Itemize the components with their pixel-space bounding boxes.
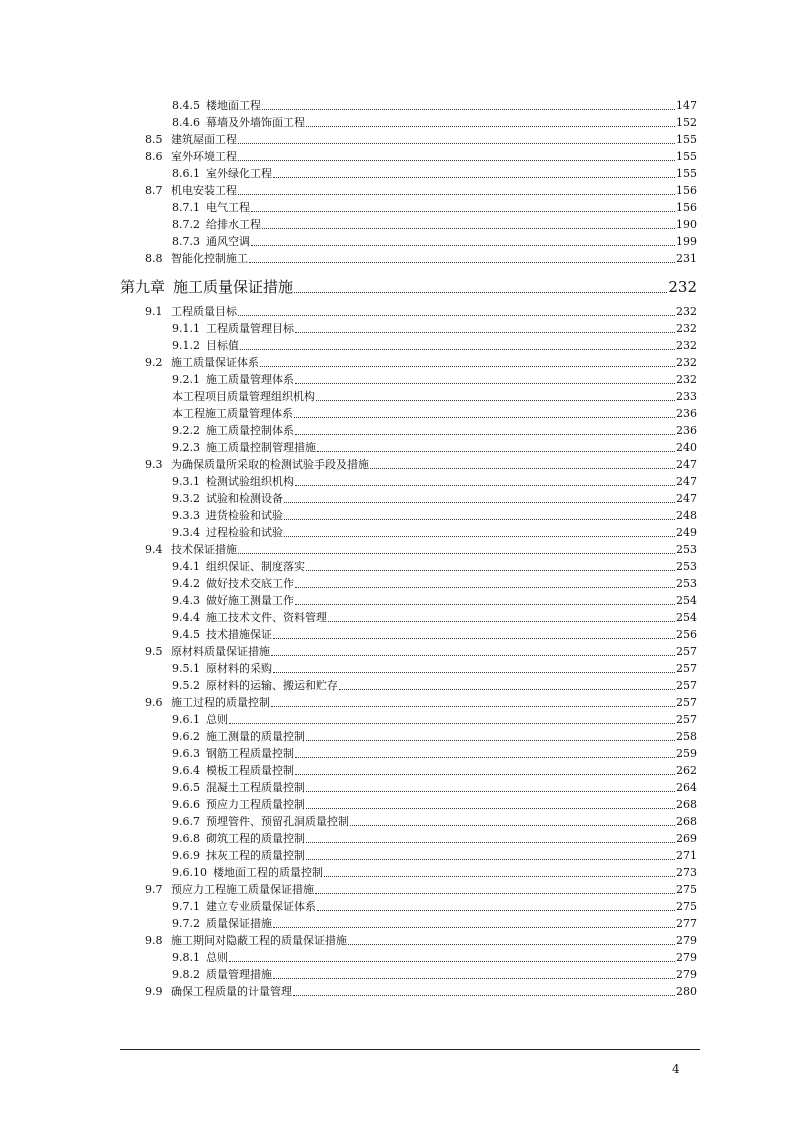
- toc-entry-title: 质量管理措施: [206, 968, 272, 981]
- toc-entry-number: 9.2.3: [172, 441, 200, 454]
- toc-entry-number: 8.8: [145, 252, 163, 265]
- dot-leader: [306, 570, 675, 571]
- toc-entry-page: 199: [676, 235, 697, 248]
- dot-leader: [249, 262, 675, 263]
- toc-entry-page: 249: [676, 526, 697, 539]
- toc-entry-page: 232: [676, 305, 697, 318]
- dot-leader: [238, 160, 675, 161]
- dot-leader: [306, 791, 675, 792]
- toc-entry[interactable]: [172, 575, 697, 592]
- toc-entry-number: 9.3.3: [172, 509, 200, 522]
- dot-leader: [348, 944, 675, 945]
- toc-entry[interactable]: [145, 881, 697, 898]
- toc-entry-page: 257: [676, 679, 697, 692]
- toc-entry-title: 预埋管件、预留孔洞质量控制: [206, 815, 349, 828]
- toc-entry-title: 楼地面工程: [206, 99, 261, 112]
- toc-entry-page: 279: [676, 934, 697, 947]
- toc-entry[interactable]: [172, 388, 697, 405]
- dot-leader: [295, 332, 675, 333]
- toc-entry-title: 电气工程: [206, 201, 250, 214]
- toc-entry-title: 机电安装工程: [171, 184, 237, 197]
- toc-entry-page: 152: [676, 116, 697, 129]
- toc-entry-page: 262: [676, 764, 697, 777]
- dot-leader: [251, 211, 675, 212]
- toc-entry[interactable]: [172, 337, 697, 354]
- toc-entry-page: 273: [676, 866, 697, 879]
- toc-entry-title: 原材料的运输、搬运和贮存: [206, 679, 338, 692]
- toc-entry-page: 233: [676, 390, 697, 403]
- toc-entry-page: 279: [676, 968, 697, 981]
- toc-entry-number: 9.5: [145, 645, 163, 658]
- toc-entry[interactable]: [172, 830, 697, 847]
- toc-entry-number: 9.4.3: [172, 594, 200, 607]
- toc-entry-title: 施工质量保证措施: [173, 278, 294, 296]
- toc-entry-title: 本工程项目质量管理组织机构: [172, 390, 315, 403]
- dot-leader: [229, 961, 675, 962]
- dot-leader: [315, 893, 675, 894]
- toc-entry[interactable]: [145, 148, 697, 165]
- toc-entry[interactable]: [172, 114, 697, 131]
- toc-entry-number: 9.1.1: [172, 322, 200, 335]
- dot-leader: [295, 604, 675, 605]
- toc-entry-page: 155: [676, 150, 697, 163]
- toc-entry-page: 257: [676, 645, 697, 658]
- toc-entry-title: 幕墙及外墙饰面工程: [206, 116, 305, 129]
- toc-entry-number: 9.2.1: [172, 373, 200, 386]
- toc-entry[interactable]: [145, 303, 697, 320]
- toc-entry-title: 进货检验和试验: [206, 509, 283, 522]
- toc-entry[interactable]: [172, 490, 697, 507]
- toc-entry-number: 9.6.6: [172, 798, 200, 811]
- toc-entry-number: 9.8: [145, 934, 163, 947]
- toc-entry-page: 268: [676, 798, 697, 811]
- toc-entry[interactable]: [145, 643, 697, 660]
- page-number: 4: [672, 1062, 680, 1076]
- dot-leader: [316, 400, 675, 401]
- toc-entry[interactable]: [172, 524, 697, 541]
- toc-entry-number: 9.5.1: [172, 662, 200, 675]
- toc-entry-page: 254: [676, 594, 697, 607]
- toc-entry[interactable]: [172, 626, 697, 643]
- toc-entry[interactable]: [172, 558, 697, 575]
- toc-entry-page: 247: [676, 475, 697, 488]
- toc-entry-title: 施工过程的质量控制: [171, 696, 270, 709]
- toc-entry-number: 9.2: [145, 356, 163, 369]
- toc-entry-number: 9.2.2: [172, 424, 200, 437]
- toc-entry[interactable]: [172, 711, 697, 728]
- toc-entry-page: 264: [676, 781, 697, 794]
- dot-leader: [273, 638, 675, 639]
- toc-entry-number: 9.7.2: [172, 917, 200, 930]
- dot-leader: [295, 757, 675, 758]
- toc-entry-page: 232: [676, 322, 697, 335]
- toc-entry-number: 9.4.4: [172, 611, 200, 624]
- toc-entry-page: 232: [676, 373, 697, 386]
- toc-entry-page: 236: [676, 407, 697, 420]
- toc-entry-number: 9.6.5: [172, 781, 200, 794]
- toc-entry-page: 240: [676, 441, 697, 454]
- toc-entry-title: 总则: [206, 713, 228, 726]
- toc-entry-page: 275: [676, 900, 697, 913]
- toc-entry-page: 275: [676, 883, 697, 896]
- toc-entry[interactable]: [145, 541, 697, 558]
- dot-leader: [294, 292, 667, 293]
- dot-leader: [306, 126, 675, 127]
- toc-entry-page: 269: [676, 832, 697, 845]
- toc-entry-title: 技术保证措施: [171, 543, 237, 556]
- toc-entry-title: 过程检验和试验: [206, 526, 283, 539]
- toc-entry[interactable]: [172, 473, 697, 490]
- dot-leader: [240, 349, 675, 350]
- dot-leader: [262, 228, 675, 229]
- toc-entry[interactable]: [172, 165, 697, 182]
- toc-entry-number: 9.9: [145, 985, 163, 998]
- toc-entry-number: 8.4.5: [172, 99, 200, 112]
- toc-entry-number: 9.6.10: [172, 866, 207, 879]
- toc-entry-title: 组织保证、制度落实: [206, 560, 305, 573]
- toc-entry[interactable]: [172, 864, 697, 881]
- dot-leader: [271, 655, 675, 656]
- dot-leader: [238, 194, 675, 195]
- dot-leader: [284, 519, 675, 520]
- toc-entry-title: 总则: [206, 951, 228, 964]
- toc-entry[interactable]: [172, 779, 697, 796]
- toc-entry-page: 190: [676, 218, 697, 231]
- dot-leader: [328, 621, 675, 622]
- toc-entry-page: 256: [676, 628, 697, 641]
- toc-entry-title: 工程质量管理目标: [206, 322, 294, 335]
- toc-entry-page: 232: [676, 356, 697, 369]
- toc-entry-title: 施工期间对隐蔽工程的质量保证措施: [171, 934, 347, 947]
- toc-entry-title: 建立专业质量保证体系: [206, 900, 316, 913]
- toc-entry[interactable]: [145, 932, 697, 949]
- toc-entry-number: 8.7: [145, 184, 163, 197]
- toc-entry-title: 钢筋工程质量控制: [206, 747, 294, 760]
- dot-leader: [306, 842, 675, 843]
- toc-entry-number: 9.4: [145, 543, 163, 556]
- toc-entry-title: 施工质量控制管理措施: [206, 441, 316, 454]
- toc-entry[interactable]: [145, 354, 697, 371]
- toc-entry[interactable]: [172, 371, 697, 388]
- toc-entry-page: 253: [676, 560, 697, 573]
- toc-entry[interactable]: [172, 728, 697, 745]
- toc-entry-number: 9.5.2: [172, 679, 200, 692]
- toc-entry-page: 257: [676, 696, 697, 709]
- dot-leader: [295, 434, 675, 435]
- dot-leader: [251, 245, 675, 246]
- toc-entry-page: 231: [676, 252, 697, 265]
- toc-entry-page: 247: [676, 492, 697, 505]
- toc-entry[interactable]: [172, 796, 697, 813]
- toc-entry-title: 检测试验组织机构: [206, 475, 294, 488]
- toc-entry-page: 155: [676, 167, 697, 180]
- toc-entry-page: 277: [676, 917, 697, 930]
- toc-entry-number: 9.6.3: [172, 747, 200, 760]
- toc-entry[interactable]: [172, 439, 697, 456]
- toc-entry-title: 施工技术文件、资料管理: [206, 611, 327, 624]
- toc-entry-title: 试验和检测设备: [206, 492, 283, 505]
- toc-entry[interactable]: [172, 216, 697, 233]
- dot-leader: [271, 706, 675, 707]
- dot-leader: [238, 143, 675, 144]
- toc-entry-page: 258: [676, 730, 697, 743]
- dot-leader: [238, 553, 675, 554]
- toc-entry-page: 253: [676, 577, 697, 590]
- toc-entry-title: 施工测量的质量控制: [206, 730, 305, 743]
- toc-entry-title: 室外环境工程: [171, 150, 237, 163]
- toc-entry-title: 施工质量管理体系: [206, 373, 294, 386]
- toc-entry-number: 9.8.2: [172, 968, 200, 981]
- toc-entry-title: 抹灰工程的质量控制: [206, 849, 305, 862]
- toc-entry-title: 室外绿化工程: [206, 167, 272, 180]
- toc-entry[interactable]: [145, 250, 697, 267]
- dot-leader: [273, 927, 675, 928]
- dot-leader: [238, 315, 675, 316]
- toc-entry-number: 9.3.4: [172, 526, 200, 539]
- toc-entry-number: 9.3: [145, 458, 163, 471]
- dot-leader: [273, 672, 675, 673]
- toc-entry-number: 8.5: [145, 133, 163, 146]
- dot-leader: [295, 587, 675, 588]
- toc-entry-page: 147: [676, 99, 697, 112]
- toc-entry[interactable]: [172, 677, 697, 694]
- toc-entry-page: 236: [676, 424, 697, 437]
- toc-entry-title: 确保工程质量的计量管理: [171, 985, 292, 998]
- toc-entry[interactable]: [172, 745, 697, 762]
- toc-entry-title: 砌筑工程的质量控制: [206, 832, 305, 845]
- toc-entry[interactable]: [172, 847, 697, 864]
- toc-entry-page: 257: [676, 662, 697, 675]
- toc-entry-title: 做好施工测量工作: [206, 594, 294, 607]
- toc-entry-title: 技术措施保证: [206, 628, 272, 641]
- toc-entry-number: 9.6: [145, 696, 163, 709]
- toc-entry-number: 9.6.9: [172, 849, 200, 862]
- dot-leader: [273, 978, 675, 979]
- dot-leader: [324, 876, 675, 877]
- toc-entry[interactable]: [145, 983, 697, 1000]
- toc-entry-number: 9.6.2: [172, 730, 200, 743]
- toc-entry-title: 本工程施工质量管理体系: [172, 407, 293, 420]
- toc-entry-number: 9.7: [145, 883, 163, 896]
- toc-entry-number: 9.4.1: [172, 560, 200, 573]
- toc-entry-title: 给排水工程: [206, 218, 261, 231]
- dot-leader: [294, 417, 675, 418]
- toc-entry-number: 9.6.1: [172, 713, 200, 726]
- toc-entry[interactable]: [145, 694, 697, 711]
- toc-entry-number: 8.7.3: [172, 235, 200, 248]
- toc-entry[interactable]: [145, 182, 697, 199]
- toc-entry-page: 271: [676, 849, 697, 862]
- dot-leader: [295, 383, 675, 384]
- toc-entry[interactable]: [145, 456, 697, 473]
- toc-entry-page: 257: [676, 713, 697, 726]
- toc-entry-title: 目标值: [206, 339, 239, 352]
- toc-entry-number: 9.7.1: [172, 900, 200, 913]
- toc-entry[interactable]: [172, 898, 697, 915]
- toc-entry-title: 预应力工程质量控制: [206, 798, 305, 811]
- toc-entry-page: 156: [676, 201, 697, 214]
- toc-entry-page: 155: [676, 133, 697, 146]
- toc-entry[interactable]: [172, 762, 697, 779]
- dot-leader: [306, 859, 675, 860]
- toc-entry-page: 156: [676, 184, 697, 197]
- toc-entry-number: 9.3.2: [172, 492, 200, 505]
- dot-leader: [260, 366, 675, 367]
- toc-entry-page: 232: [668, 278, 697, 296]
- toc-entry-number: 8.7.2: [172, 218, 200, 231]
- toc-entry-title: 模板工程质量控制: [206, 764, 294, 777]
- toc-entry-title: 原材料质量保证措施: [171, 645, 270, 658]
- toc-entry-title: 原材料的采购: [206, 662, 272, 675]
- toc-entry[interactable]: [172, 97, 697, 114]
- toc-entry[interactable]: [172, 507, 697, 524]
- dot-leader: [295, 774, 675, 775]
- toc-entry-number: 8.6.1: [172, 167, 200, 180]
- toc-entry[interactable]: [172, 660, 697, 677]
- toc-entry-title: 质量保证措施: [206, 917, 272, 930]
- toc-entry-title: 智能化控制施工: [171, 252, 248, 265]
- toc-chapter-entry[interactable]: [120, 275, 697, 299]
- toc-entry-number: 8.6: [145, 150, 163, 163]
- toc-entry[interactable]: [172, 199, 697, 216]
- toc-entry-title: 施工质量保证体系: [171, 356, 259, 369]
- toc-entry-title: 混凝土工程质量控制: [206, 781, 305, 794]
- toc-entry-number: 8.7.1: [172, 201, 200, 214]
- toc-entry-title: 通风空调: [206, 235, 250, 248]
- dot-leader: [293, 995, 675, 996]
- toc-entry[interactable]: [172, 405, 697, 422]
- toc-entry[interactable]: [172, 609, 697, 626]
- toc-entry-number: 9.4.5: [172, 628, 200, 641]
- dot-leader: [317, 910, 675, 911]
- dot-leader: [306, 740, 675, 741]
- footer-divider: [120, 1049, 700, 1050]
- toc-entry-number: 9.1.2: [172, 339, 200, 352]
- toc-entry[interactable]: [172, 422, 697, 439]
- toc-entry-title: 施工质量控制体系: [206, 424, 294, 437]
- toc-entry[interactable]: [172, 320, 697, 337]
- toc-entry[interactable]: [172, 915, 697, 932]
- toc-entry-page: 279: [676, 951, 697, 964]
- toc-entry-number: 9.6.7: [172, 815, 200, 828]
- toc-entry-number: 9.8.1: [172, 951, 200, 964]
- toc-entry-number: 9.4.2: [172, 577, 200, 590]
- dot-leader: [284, 502, 675, 503]
- toc-entry-title: 预应力工程施工质量保证措施: [171, 883, 314, 896]
- toc-entry[interactable]: [145, 131, 697, 148]
- toc-entry-page: 232: [676, 339, 697, 352]
- toc-entry-title: 为确保质量所采取的检测试验手段及措施: [171, 458, 369, 471]
- dot-leader: [306, 808, 675, 809]
- toc-entry-page: 253: [676, 543, 697, 556]
- toc-entry-title: 建筑屋面工程: [171, 133, 237, 146]
- toc-entry-page: 259: [676, 747, 697, 760]
- toc-entry-title: 工程质量目标: [171, 305, 237, 318]
- toc-entry-title: 楼地面工程的质量控制: [213, 866, 323, 879]
- dot-leader: [350, 825, 675, 826]
- toc-entry-page: 248: [676, 509, 697, 522]
- toc-entry[interactable]: [172, 592, 697, 609]
- toc-entry-page: 254: [676, 611, 697, 624]
- toc-entry-number: 第九章: [120, 278, 166, 296]
- toc-entry-page: 247: [676, 458, 697, 471]
- dot-leader: [370, 468, 675, 469]
- toc-entry[interactable]: [172, 813, 697, 830]
- toc-entry-number: 9.3.1: [172, 475, 200, 488]
- toc-entry[interactable]: [172, 949, 697, 966]
- toc-entry-page: 268: [676, 815, 697, 828]
- toc-entry-page: 280: [676, 985, 697, 998]
- toc-entry-number: 9.6.8: [172, 832, 200, 845]
- dot-leader: [229, 723, 675, 724]
- toc-entry-number: 8.4.6: [172, 116, 200, 129]
- dot-leader: [295, 485, 675, 486]
- toc-entry[interactable]: [172, 966, 697, 983]
- dot-leader: [284, 536, 675, 537]
- toc-entry[interactable]: [172, 233, 697, 250]
- dot-leader: [262, 109, 675, 110]
- dot-leader: [317, 451, 675, 452]
- toc-entry-number: 9.6.4: [172, 764, 200, 777]
- dot-leader: [339, 689, 675, 690]
- dot-leader: [273, 177, 675, 178]
- toc-entry-title: 做好技术交底工作: [206, 577, 294, 590]
- toc-entry-number: 9.1: [145, 305, 163, 318]
